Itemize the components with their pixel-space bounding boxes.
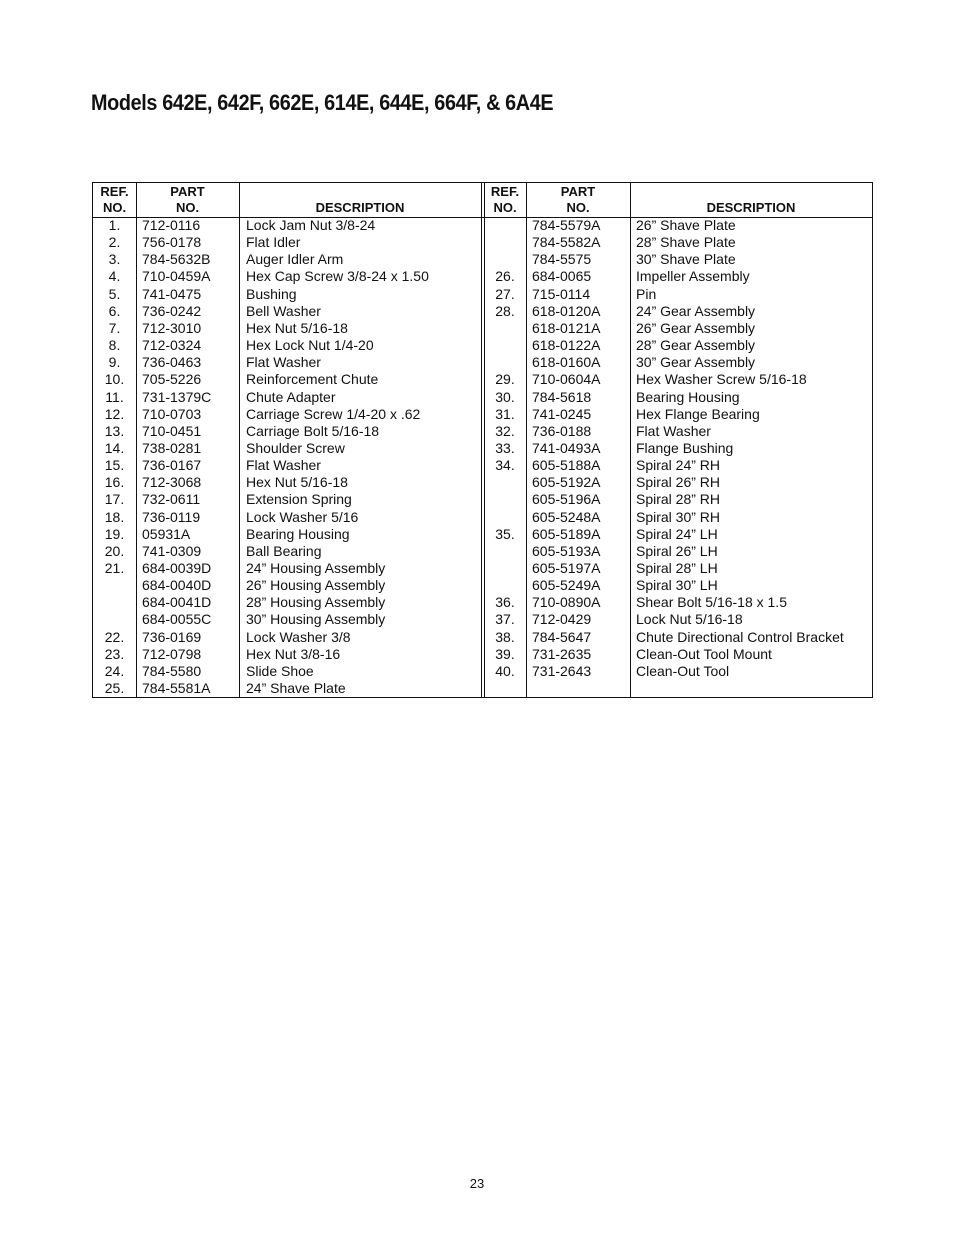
part-number-cell: 605-5196A [532,491,601,508]
header-part-no-right [526,183,630,217]
ref-number-cell: 27. [495,285,515,302]
description-cell: Impeller Assembly [636,268,750,285]
description-cell: 26” Gear Assembly [636,319,756,336]
description-cell: Hex Flange Bearing [636,405,760,422]
part-number-cell: 784-5618 [532,388,592,405]
description-cell: Bell Washer [246,302,321,319]
part-number-cell: 731-2635 [532,645,592,662]
description-cell: Hex Cap Screw 3/8-24 x 1.50 [246,268,429,285]
part-number-cell: 784-5580 [142,662,202,679]
part-number-cell: 605-5192A [532,474,601,491]
part-number-cell: 784-5647 [532,628,592,645]
part-number-cell: 605-5189A [532,525,601,542]
ref-number-cell: 29. [495,371,515,388]
ref-number-cell: 18. [104,508,125,525]
description-cell: Flange Bushing [636,439,734,456]
part-number-cell: 712-0324 [142,337,202,354]
part-number-cell: 736-0242 [142,302,202,319]
description-cell: Hex Nut 5/16-18 [246,474,348,491]
part-number-cell: 05931A [142,525,191,542]
part-number-cell: 756-0178 [142,234,202,251]
header-description-left [239,183,481,217]
header-ref-no-right [484,183,526,217]
part-number-cell: 738-0281 [142,439,202,456]
description-cell: Clean-Out Tool [636,662,730,679]
part-number-cell: 710-0451 [142,422,202,439]
ref-number-cell: 1. [108,217,121,233]
ref-number-cell: 22. [104,628,125,645]
description-cell: Spiral 30” RH [636,508,721,525]
part-number-cell: 684-0041D [142,594,212,611]
ref-number-cell: 19. [104,525,125,542]
ref-number-cell [484,320,526,337]
description-cell: Carriage Screw 1/4-20 x .62 [246,405,421,422]
description-cell: Bearing Housing [636,388,740,405]
part-number-cell: 605-5249A [532,577,601,594]
ref-number-cell: 10. [104,371,125,388]
header-no-label: NO. [493,200,517,215]
ref-number-cell: 34. [495,457,515,474]
page-number: 23 [469,1176,485,1191]
ref-number-cell [484,337,526,354]
header-no-label: NO. [566,200,590,215]
description-cell: Flat Washer [636,422,711,439]
ref-number-cell: 17. [104,491,125,508]
part-number-cell: 710-0604A [532,371,601,388]
header-part-label: PART [560,184,596,199]
description-cell: 24” Gear Assembly [636,302,756,319]
column-divider [239,183,240,697]
ref-number-cell: 4. [108,268,121,285]
ref-number-cell: 12. [104,405,125,422]
ref-number-cell: 38. [495,628,515,645]
ref-number-cell: 23. [104,645,125,662]
description-cell: Reinforcement Chute [246,371,379,388]
description-cell: Hex Lock Nut 1/4-20 [246,337,374,354]
ref-number-cell: 30. [495,388,515,405]
ref-number-cell [484,234,526,251]
header-no-label: NO. [175,200,200,215]
header-description-label: DESCRIPTION [315,200,405,215]
ref-number-cell: 36. [495,594,515,611]
ref-number-cell [484,354,526,371]
ref-number-cell: 13. [104,422,125,439]
ref-number-cell [484,509,526,526]
part-number-cell: 605-5193A [532,542,601,559]
part-number-cell: 605-5188A [532,457,601,474]
ref-number-cell: 5. [108,285,121,302]
part-number-cell: 605-5197A [532,560,601,576]
description-cell: Pin [636,285,657,302]
part-number-cell: 684-0040D [142,577,212,594]
description-cell: Clean-Out Tool Mount [636,645,772,662]
description-cell: Spiral 28” RH [636,491,721,508]
ref-number-cell: 26. [495,268,515,285]
ref-number-cell [93,577,136,594]
ref-number-cell [484,491,526,508]
description-cell: Shear Bolt 5/16-18 x 1.5 [636,594,787,611]
part-number-cell: 736-0169 [142,628,202,645]
part-number-cell: 736-0463 [142,354,202,371]
part-number-cell: 732-0611 [142,491,201,508]
header-description-label: DESCRIPTION [706,200,796,215]
part-number-cell: 784-5579A [532,217,601,233]
part-number-cell: 784-5582A [532,234,601,251]
description-cell: 28” Housing Assembly [246,594,386,611]
ref-number-cell: 25. [104,680,125,697]
part-number-cell: 712-3010 [142,319,202,336]
description-cell: 28” Gear Assembly [636,337,756,354]
ref-number-cell: 33. [495,439,515,456]
description-cell: Spiral 26” LH [636,542,718,559]
description-cell: Bushing [246,285,297,302]
ref-number-cell [484,543,526,560]
ref-number-cell [484,577,526,594]
part-number-cell: 710-0890A [532,594,601,611]
ref-number-cell: 15. [104,457,125,474]
part-number-cell: 684-0065 [532,268,592,285]
parts-list-table [92,182,873,698]
header-rule [93,217,872,218]
header-ref-no-left [93,183,136,217]
part-number-cell: 618-0121A [532,319,601,336]
ref-number-cell: 28. [495,302,515,319]
header-no-label: NO. [102,200,127,215]
part-number-cell: 731-2643 [532,662,592,679]
part-number-cell: 741-0475 [142,285,202,302]
description-cell: 24” Housing Assembly [246,560,386,576]
page-title: Models 642E, 642F, 662E, 614E, 644E, 664F, & 6A4E [91,90,554,115]
ref-number-cell: 7. [108,319,121,336]
ref-number-cell: 35. [495,525,515,542]
ref-number-cell [484,560,526,577]
description-cell: 30” Shave Plate [636,251,736,268]
ref-number-cell [93,594,136,611]
ref-number-cell [484,251,526,268]
part-number-cell: 715-0114 [532,285,591,302]
part-number-cell: 618-0120A [532,302,601,319]
description-cell: Spiral 28” LH [636,560,718,576]
description-cell: Hex Washer Screw 5/16-18 [636,371,807,388]
part-number-cell: 710-0459A [142,268,211,285]
description-cell: Shoulder Screw [246,439,345,456]
description-cell: Flat Idler [246,234,301,251]
description-cell: 28” Shave Plate [636,234,736,251]
ref-number-cell: 39. [495,645,515,662]
part-number-cell: 618-0160A [532,354,601,371]
description-cell: 24” Shave Plate [246,680,346,697]
description-cell: Flat Washer [246,457,321,474]
description-cell: Auger Idler Arm [246,251,344,268]
ref-number-cell: 2. [108,234,121,251]
column-divider [526,183,527,697]
part-number-cell: 741-0309 [142,542,202,559]
description-cell: Lock Nut 5/16-18 [636,611,743,628]
ref-number-cell: 37. [495,611,515,628]
ref-number-cell: 32. [495,422,515,439]
ref-number-cell: 3. [108,251,121,268]
column-divider [136,183,137,697]
part-number-cell: 784-5575 [532,251,592,268]
description-cell: Ball Bearing [246,542,322,559]
description-cell: Hex Nut 3/8-16 [246,645,341,662]
description-cell: Lock Washer 3/8 [246,628,351,645]
description-cell: Extension Spring [246,491,352,508]
ref-number-cell: 20. [104,542,125,559]
description-cell: 26” Housing Assembly [246,577,386,594]
description-cell: Carriage Bolt 5/16-18 [246,422,380,439]
part-number-cell: 710-0703 [142,405,202,422]
part-number-cell: 712-3068 [142,474,202,491]
part-number-cell: 712-0429 [532,611,592,628]
description-cell: 26” Shave Plate [636,217,736,233]
header-ref-label: REF. [490,184,520,199]
ref-number-cell: 21. [104,560,125,576]
header-ref-label: REF. [100,184,129,199]
part-number-cell: 684-0055C [142,611,212,628]
description-cell: Chute Directional Control Bracket [636,628,844,645]
description-cell: 30” Housing Assembly [246,611,386,628]
description-cell: Bearing Housing [246,525,350,542]
part-number-cell: 712-0798 [142,645,202,662]
description-cell: Lock Jam Nut 3/8-24 [246,217,376,233]
part-number-cell: 731-1379C [142,388,212,405]
ref-number-cell: 6. [108,302,121,319]
ref-number-cell [484,474,526,491]
description-cell: Slide Shoe [246,662,314,679]
description-cell: Hex Nut 5/16-18 [246,319,348,336]
column-divider [630,183,631,697]
part-number-cell: 684-0039D [142,560,212,576]
part-number-cell: 741-0493A [532,439,601,456]
description-cell: Chute Adapter [246,388,336,405]
description-cell: Spiral 24” RH [636,457,721,474]
part-number-cell: 784-5581A [142,680,211,697]
part-number-cell: 741-0245 [532,405,592,422]
header-description-right [630,183,872,217]
part-number-cell: 736-0119 [142,508,201,525]
ref-number-cell: 40. [495,662,515,679]
ref-number-cell: 16. [104,474,125,491]
ref-number-cell: 24. [104,662,125,679]
description-cell: 30” Gear Assembly [636,354,756,371]
description-cell: Spiral 26” RH [636,474,721,491]
part-number-cell: 605-5248A [532,508,601,525]
part-number-cell: 712-0116 [142,217,201,233]
ref-number-cell: 31. [495,405,515,422]
header-part-label: PART [170,184,205,199]
header-part-no-left [136,183,239,217]
ref-number-cell: 8. [108,337,121,354]
part-number-cell: 618-0122A [532,337,601,354]
part-number-cell: 705-5226 [142,371,202,388]
ref-number-cell: 14. [104,439,125,456]
ref-number-cell: 11. [105,388,124,405]
part-number-cell: 736-0167 [142,457,202,474]
description-cell: Spiral 24” LH [636,525,718,542]
description-cell: Lock Washer 5/16 [246,508,359,525]
ref-number-cell: 9. [108,354,121,371]
part-number-cell: 736-0188 [532,422,592,439]
ref-number-cell [484,217,526,234]
ref-number-cell [93,611,136,628]
part-number-cell: 784-5632B [142,251,211,268]
description-cell: Flat Washer [246,354,321,371]
description-cell: Spiral 30” LH [636,577,718,594]
